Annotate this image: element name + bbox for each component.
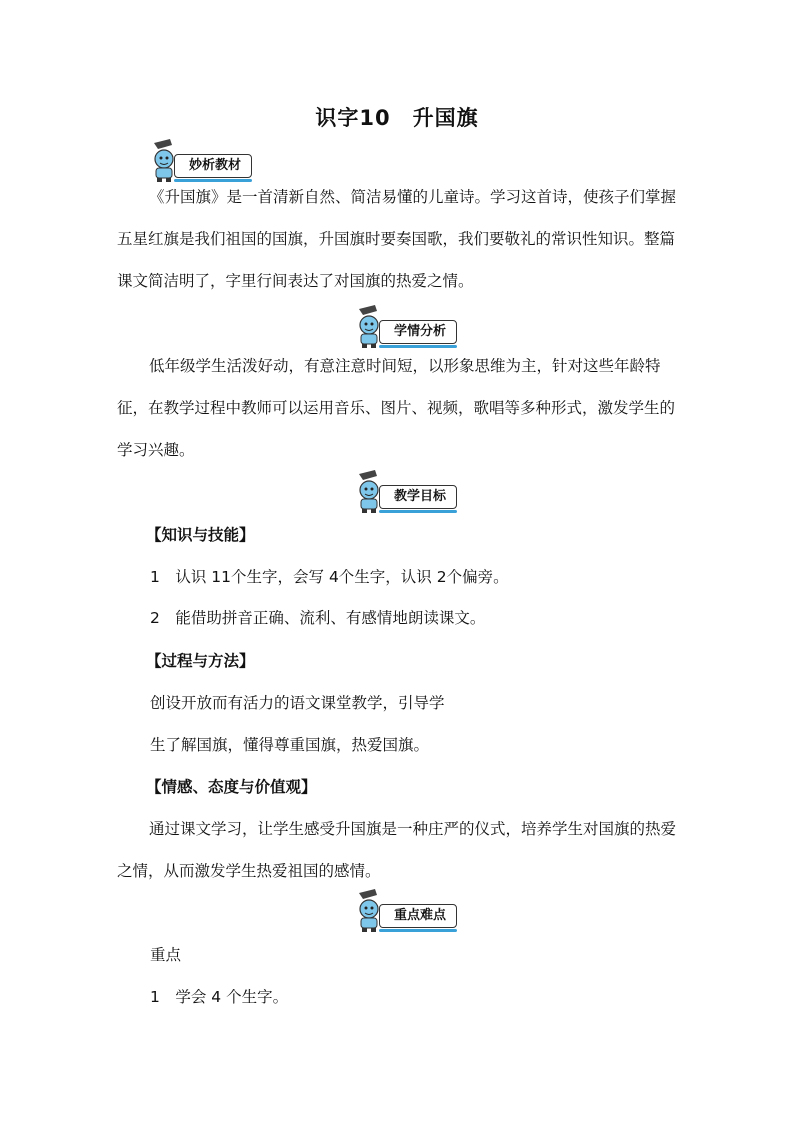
section-badge-goals xyxy=(355,476,495,512)
key-point-item-1: 1 学会 4 个生字。 xyxy=(150,988,289,1006)
heading-emotion: 【情感、态度与价值观】 xyxy=(146,778,317,796)
process-line-2: 生了解国旗，懂得尊重国旗，热爱国旗。 xyxy=(150,736,430,754)
page-title: 识字10 升国旗 xyxy=(315,106,479,130)
paragraph-students: 低年级学生活泼好动，有意注意时间短，以形象思维为主，针对这些年龄特征，在教学过程中教师可以运用音乐、图片、视频，歌唱等多种形式，激发学生的学习兴趣。 xyxy=(117,357,676,459)
section-label: 妙析教材 xyxy=(174,154,252,178)
paragraph-emotion: 通过课文学习，让学生感受升国旗是一种庄严的仪式，培养学生对国旗的热爱之情，从而激发学生热爱祖国的感情。 xyxy=(117,820,677,880)
heading-knowledge: 【知识与技能】 xyxy=(146,526,255,544)
process-line-1: 创设开放而有活力的语文课堂教学，引导学 xyxy=(150,694,445,712)
key-points-label: 重点 xyxy=(150,946,182,964)
goal-item-2: 2 能借助拼音正确、流利、有感情地朗读课文。 xyxy=(150,609,486,627)
section-badge-students xyxy=(355,311,495,347)
heading-process: 【过程与方法】 xyxy=(146,652,255,670)
section-badge-keypoints xyxy=(355,895,495,931)
section-label: 学情分析 xyxy=(379,320,457,344)
paragraph-material: 《升国旗》是一首清新自然、简洁易懂的儿童诗。学习这首诗，使孩子们掌握五星红旗是我们祖国的国旗，升国旗时要奏国歌，我们要敬礼的常识性知识。整篇课文简洁明了，字里行间表达了对国旗的热爱之情。 xyxy=(117,188,677,290)
section-label: 重点难点 xyxy=(379,904,457,928)
section-label: 教学目标 xyxy=(379,485,457,509)
goal-item-1: 1 认识 11个生字，会写 4个生字，认识 2个偏旁。 xyxy=(150,568,509,586)
